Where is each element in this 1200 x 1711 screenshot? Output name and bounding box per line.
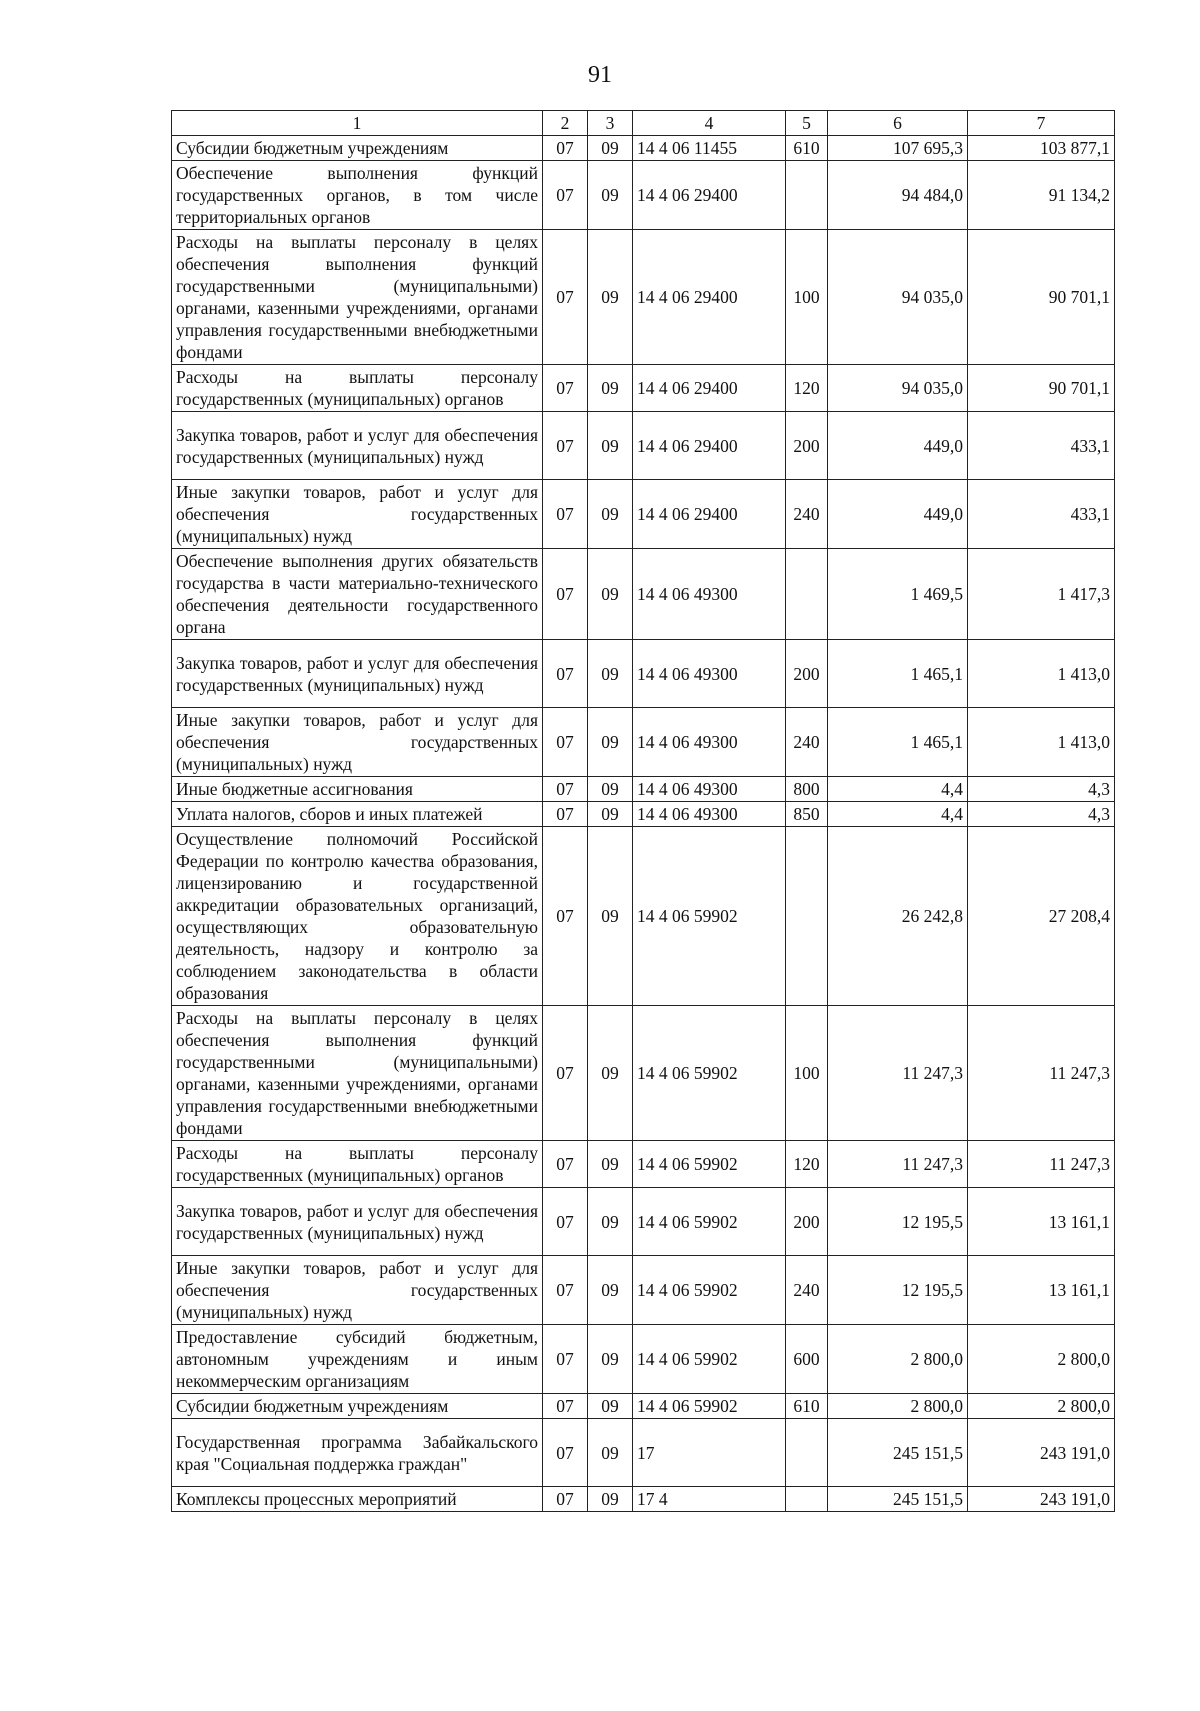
subsection-code: 09 (588, 1256, 633, 1325)
subsection-code: 09 (588, 161, 633, 230)
expense-type-code: 850 (786, 802, 828, 827)
target-article-code: 17 (633, 1419, 786, 1487)
subsection-code: 09 (588, 708, 633, 777)
subsection-code: 09 (588, 1325, 633, 1394)
target-article-code: 14 4 06 49300 (633, 708, 786, 777)
target-article-code: 14 4 06 49300 (633, 777, 786, 802)
expense-type-code: 240 (786, 480, 828, 549)
amount-col-6: 449,0 (828, 480, 968, 549)
section-code: 07 (543, 412, 588, 480)
target-article-code: 14 4 06 49300 (633, 802, 786, 827)
expense-type-code (786, 549, 828, 640)
amount-col-6: 12 195,5 (828, 1256, 968, 1325)
subsection-code: 09 (588, 230, 633, 365)
section-code: 07 (543, 1188, 588, 1256)
table-row (172, 1006, 1115, 1141)
amount-col-6: 26 242,8 (828, 827, 968, 1006)
table-row (172, 230, 1115, 365)
row-name: Закупка товаров, работ и услуг для обеспечения государственных (муниципальных) нужд (172, 1188, 543, 1256)
table-row (172, 827, 1115, 1006)
amount-col-6: 245 151,5 (828, 1419, 968, 1487)
expense-type-code (786, 827, 828, 1006)
amount-col-6: 4,4 (828, 777, 968, 802)
amount-col-6: 11 247,3 (828, 1006, 968, 1141)
expense-type-code: 610 (786, 136, 828, 161)
row-name: Иные закупки товаров, работ и услуг для обеспечения государственных (муниципальных) нужд (172, 708, 543, 777)
row-name: Иные бюджетные ассигнования (172, 777, 543, 802)
amount-col-6: 1 465,1 (828, 640, 968, 708)
section-code: 07 (543, 549, 588, 640)
amount-col-7: 27 208,4 (968, 827, 1115, 1006)
amount-col-7: 91 134,2 (968, 161, 1115, 230)
row-name: Предоставление субсидий бюджетным, автономным учреждениям и иным некоммерческим организациям (172, 1325, 543, 1394)
row-name: Субсидии бюджетным учреждениям (172, 136, 543, 161)
target-article-code: 17 4 (633, 1487, 786, 1512)
section-code: 07 (543, 1419, 588, 1487)
target-article-code: 14 4 06 29400 (633, 230, 786, 365)
subsection-code: 09 (588, 136, 633, 161)
amount-col-7: 2 800,0 (968, 1394, 1115, 1419)
row-name: Государственная программа Забайкальского края "Социальная поддержка граждан" (172, 1419, 543, 1487)
target-article-code: 14 4 06 59902 (633, 1256, 786, 1325)
amount-col-7: 4,3 (968, 777, 1115, 802)
amount-col-7: 1 413,0 (968, 640, 1115, 708)
section-code: 07 (543, 1006, 588, 1141)
row-name: Субсидии бюджетным учреждениям (172, 1394, 543, 1419)
table-row (172, 136, 1115, 161)
amount-col-7: 4,3 (968, 802, 1115, 827)
row-name: Расходы на выплаты персоналу в целях обеспечения выполнения функций государственными (муниципальными) органами, казенными учреждениями, органами управления государственными внебюджетными фондами (172, 1006, 543, 1141)
target-article-code: 14 4 06 59902 (633, 1141, 786, 1188)
expense-type-code: 100 (786, 230, 828, 365)
table-row (172, 1419, 1115, 1487)
subsection-code: 09 (588, 802, 633, 827)
expense-type-code: 200 (786, 640, 828, 708)
target-article-code: 14 4 06 59902 (633, 827, 786, 1006)
section-code: 07 (543, 161, 588, 230)
amount-col-6: 94 035,0 (828, 365, 968, 412)
row-name: Иные закупки товаров, работ и услуг для обеспечения государственных (муниципальных) нужд (172, 480, 543, 549)
section-code: 07 (543, 827, 588, 1006)
row-name: Обеспечение выполнения других обязательств государства в части материально-технического обеспечения деятельности государственного органа (172, 549, 543, 640)
table-row (172, 777, 1115, 802)
amount-col-6: 1 465,1 (828, 708, 968, 777)
section-code: 07 (543, 802, 588, 827)
target-article-code: 14 4 06 49300 (633, 640, 786, 708)
section-code: 07 (543, 1256, 588, 1325)
row-name: Расходы на выплаты персоналу государственных (муниципальных) органов (172, 365, 543, 412)
column-header-4: 4 (633, 111, 786, 136)
table-row (172, 365, 1115, 412)
table-body (172, 136, 1115, 1512)
expense-type-code: 200 (786, 412, 828, 480)
table-row (172, 1141, 1115, 1188)
target-article-code: 14 4 06 49300 (633, 549, 786, 640)
amount-col-7: 243 191,0 (968, 1487, 1115, 1512)
expense-type-code (786, 1419, 828, 1487)
target-article-code: 14 4 06 29400 (633, 161, 786, 230)
table-row (172, 708, 1115, 777)
row-name: Иные закупки товаров, работ и услуг для обеспечения государственных (муниципальных) нужд (172, 1256, 543, 1325)
column-header-3: 3 (588, 111, 633, 136)
table-row (172, 1188, 1115, 1256)
amount-col-7: 2 800,0 (968, 1325, 1115, 1394)
amount-col-6: 94 484,0 (828, 161, 968, 230)
subsection-code: 09 (588, 1394, 633, 1419)
expense-type-code: 800 (786, 777, 828, 802)
amount-col-6: 107 695,3 (828, 136, 968, 161)
expense-type-code: 100 (786, 1006, 828, 1141)
expense-type-code: 120 (786, 365, 828, 412)
row-name: Расходы на выплаты персоналу в целях обеспечения выполнения функций государственными (муниципальными) органами, казенными учреждениями, органами управления государственными внебюджетными фондами (172, 230, 543, 365)
subsection-code: 09 (588, 827, 633, 1006)
expense-type-code: 240 (786, 708, 828, 777)
expense-type-code: 240 (786, 1256, 828, 1325)
subsection-code: 09 (588, 777, 633, 802)
table-row (172, 1394, 1115, 1419)
section-code: 07 (543, 777, 588, 802)
column-header-5: 5 (786, 111, 828, 136)
table-row (172, 1325, 1115, 1394)
table-row (172, 161, 1115, 230)
subsection-code: 09 (588, 1006, 633, 1141)
expense-type-code (786, 161, 828, 230)
amount-col-6: 94 035,0 (828, 230, 968, 365)
amount-col-7: 243 191,0 (968, 1419, 1115, 1487)
section-code: 07 (543, 640, 588, 708)
amount-col-7: 13 161,1 (968, 1256, 1115, 1325)
section-code: 07 (543, 708, 588, 777)
target-article-code: 14 4 06 29400 (633, 480, 786, 549)
amount-col-6: 2 800,0 (828, 1394, 968, 1419)
column-header-6: 6 (828, 111, 968, 136)
table-row (172, 640, 1115, 708)
section-code: 07 (543, 365, 588, 412)
amount-col-7: 103 877,1 (968, 136, 1115, 161)
target-article-code: 14 4 06 59902 (633, 1394, 786, 1419)
column-header-7: 7 (968, 111, 1115, 136)
subsection-code: 09 (588, 1188, 633, 1256)
amount-col-7: 90 701,1 (968, 365, 1115, 412)
subsection-code: 09 (588, 480, 633, 549)
table-row (172, 802, 1115, 827)
section-code: 07 (543, 480, 588, 549)
expense-type-code: 200 (786, 1188, 828, 1256)
subsection-code: 09 (588, 365, 633, 412)
subsection-code: 09 (588, 1141, 633, 1188)
column-number-header (172, 111, 1115, 136)
row-name: Осуществление полномочий Российской Федерации по контролю качества образования, лицензированию и государственной аккредитации образовательных организаций, осуществляющих образовательную деятельность, надзору и контролю за соблюдением законодательства в области образования (172, 827, 543, 1006)
page-number: 91 (588, 62, 612, 88)
row-name: Закупка товаров, работ и услуг для обеспечения государственных (муниципальных) нужд (172, 640, 543, 708)
column-header-2: 2 (543, 111, 588, 136)
section-code: 07 (543, 1487, 588, 1512)
row-name: Закупка товаров, работ и услуг для обеспечения государственных (муниципальных) нужд (172, 412, 543, 480)
table-row (172, 480, 1115, 549)
amount-col-7: 11 247,3 (968, 1006, 1115, 1141)
table-row (172, 1487, 1115, 1512)
amount-col-7: 1 417,3 (968, 549, 1115, 640)
section-code: 07 (543, 1325, 588, 1394)
expense-type-code (786, 1487, 828, 1512)
amount-col-6: 11 247,3 (828, 1141, 968, 1188)
table-row (172, 549, 1115, 640)
target-article-code: 14 4 06 11455 (633, 136, 786, 161)
expense-type-code: 610 (786, 1394, 828, 1419)
row-name: Комплексы процессных мероприятий (172, 1487, 543, 1512)
target-article-code: 14 4 06 29400 (633, 365, 786, 412)
subsection-code: 09 (588, 640, 633, 708)
target-article-code: 14 4 06 29400 (633, 412, 786, 480)
section-code: 07 (543, 230, 588, 365)
amount-col-7: 11 247,3 (968, 1141, 1115, 1188)
row-name: Обеспечение выполнения функций государственных органов, в том числе территориальных органов (172, 161, 543, 230)
target-article-code: 14 4 06 59902 (633, 1188, 786, 1256)
amount-col-7: 13 161,1 (968, 1188, 1115, 1256)
amount-col-7: 433,1 (968, 480, 1115, 549)
amount-col-6: 4,4 (828, 802, 968, 827)
subsection-code: 09 (588, 1419, 633, 1487)
section-code: 07 (543, 1394, 588, 1419)
amount-col-7: 433,1 (968, 412, 1115, 480)
target-article-code: 14 4 06 59902 (633, 1006, 786, 1141)
subsection-code: 09 (588, 412, 633, 480)
amount-col-7: 1 413,0 (968, 708, 1115, 777)
section-code: 07 (543, 1141, 588, 1188)
row-name: Уплата налогов, сборов и иных платежей (172, 802, 543, 827)
amount-col-6: 449,0 (828, 412, 968, 480)
amount-col-6: 245 151,5 (828, 1487, 968, 1512)
subsection-code: 09 (588, 1487, 633, 1512)
row-name: Расходы на выплаты персоналу государственных (муниципальных) органов (172, 1141, 543, 1188)
table-row (172, 412, 1115, 480)
target-article-code: 14 4 06 59902 (633, 1325, 786, 1394)
table-row (172, 1256, 1115, 1325)
amount-col-7: 90 701,1 (968, 230, 1115, 365)
budget-table (171, 110, 1115, 1512)
expense-type-code: 600 (786, 1325, 828, 1394)
amount-col-6: 1 469,5 (828, 549, 968, 640)
subsection-code: 09 (588, 549, 633, 640)
expense-type-code: 120 (786, 1141, 828, 1188)
section-code: 07 (543, 136, 588, 161)
amount-col-6: 2 800,0 (828, 1325, 968, 1394)
amount-col-6: 12 195,5 (828, 1188, 968, 1256)
column-header-1: 1 (172, 111, 543, 136)
